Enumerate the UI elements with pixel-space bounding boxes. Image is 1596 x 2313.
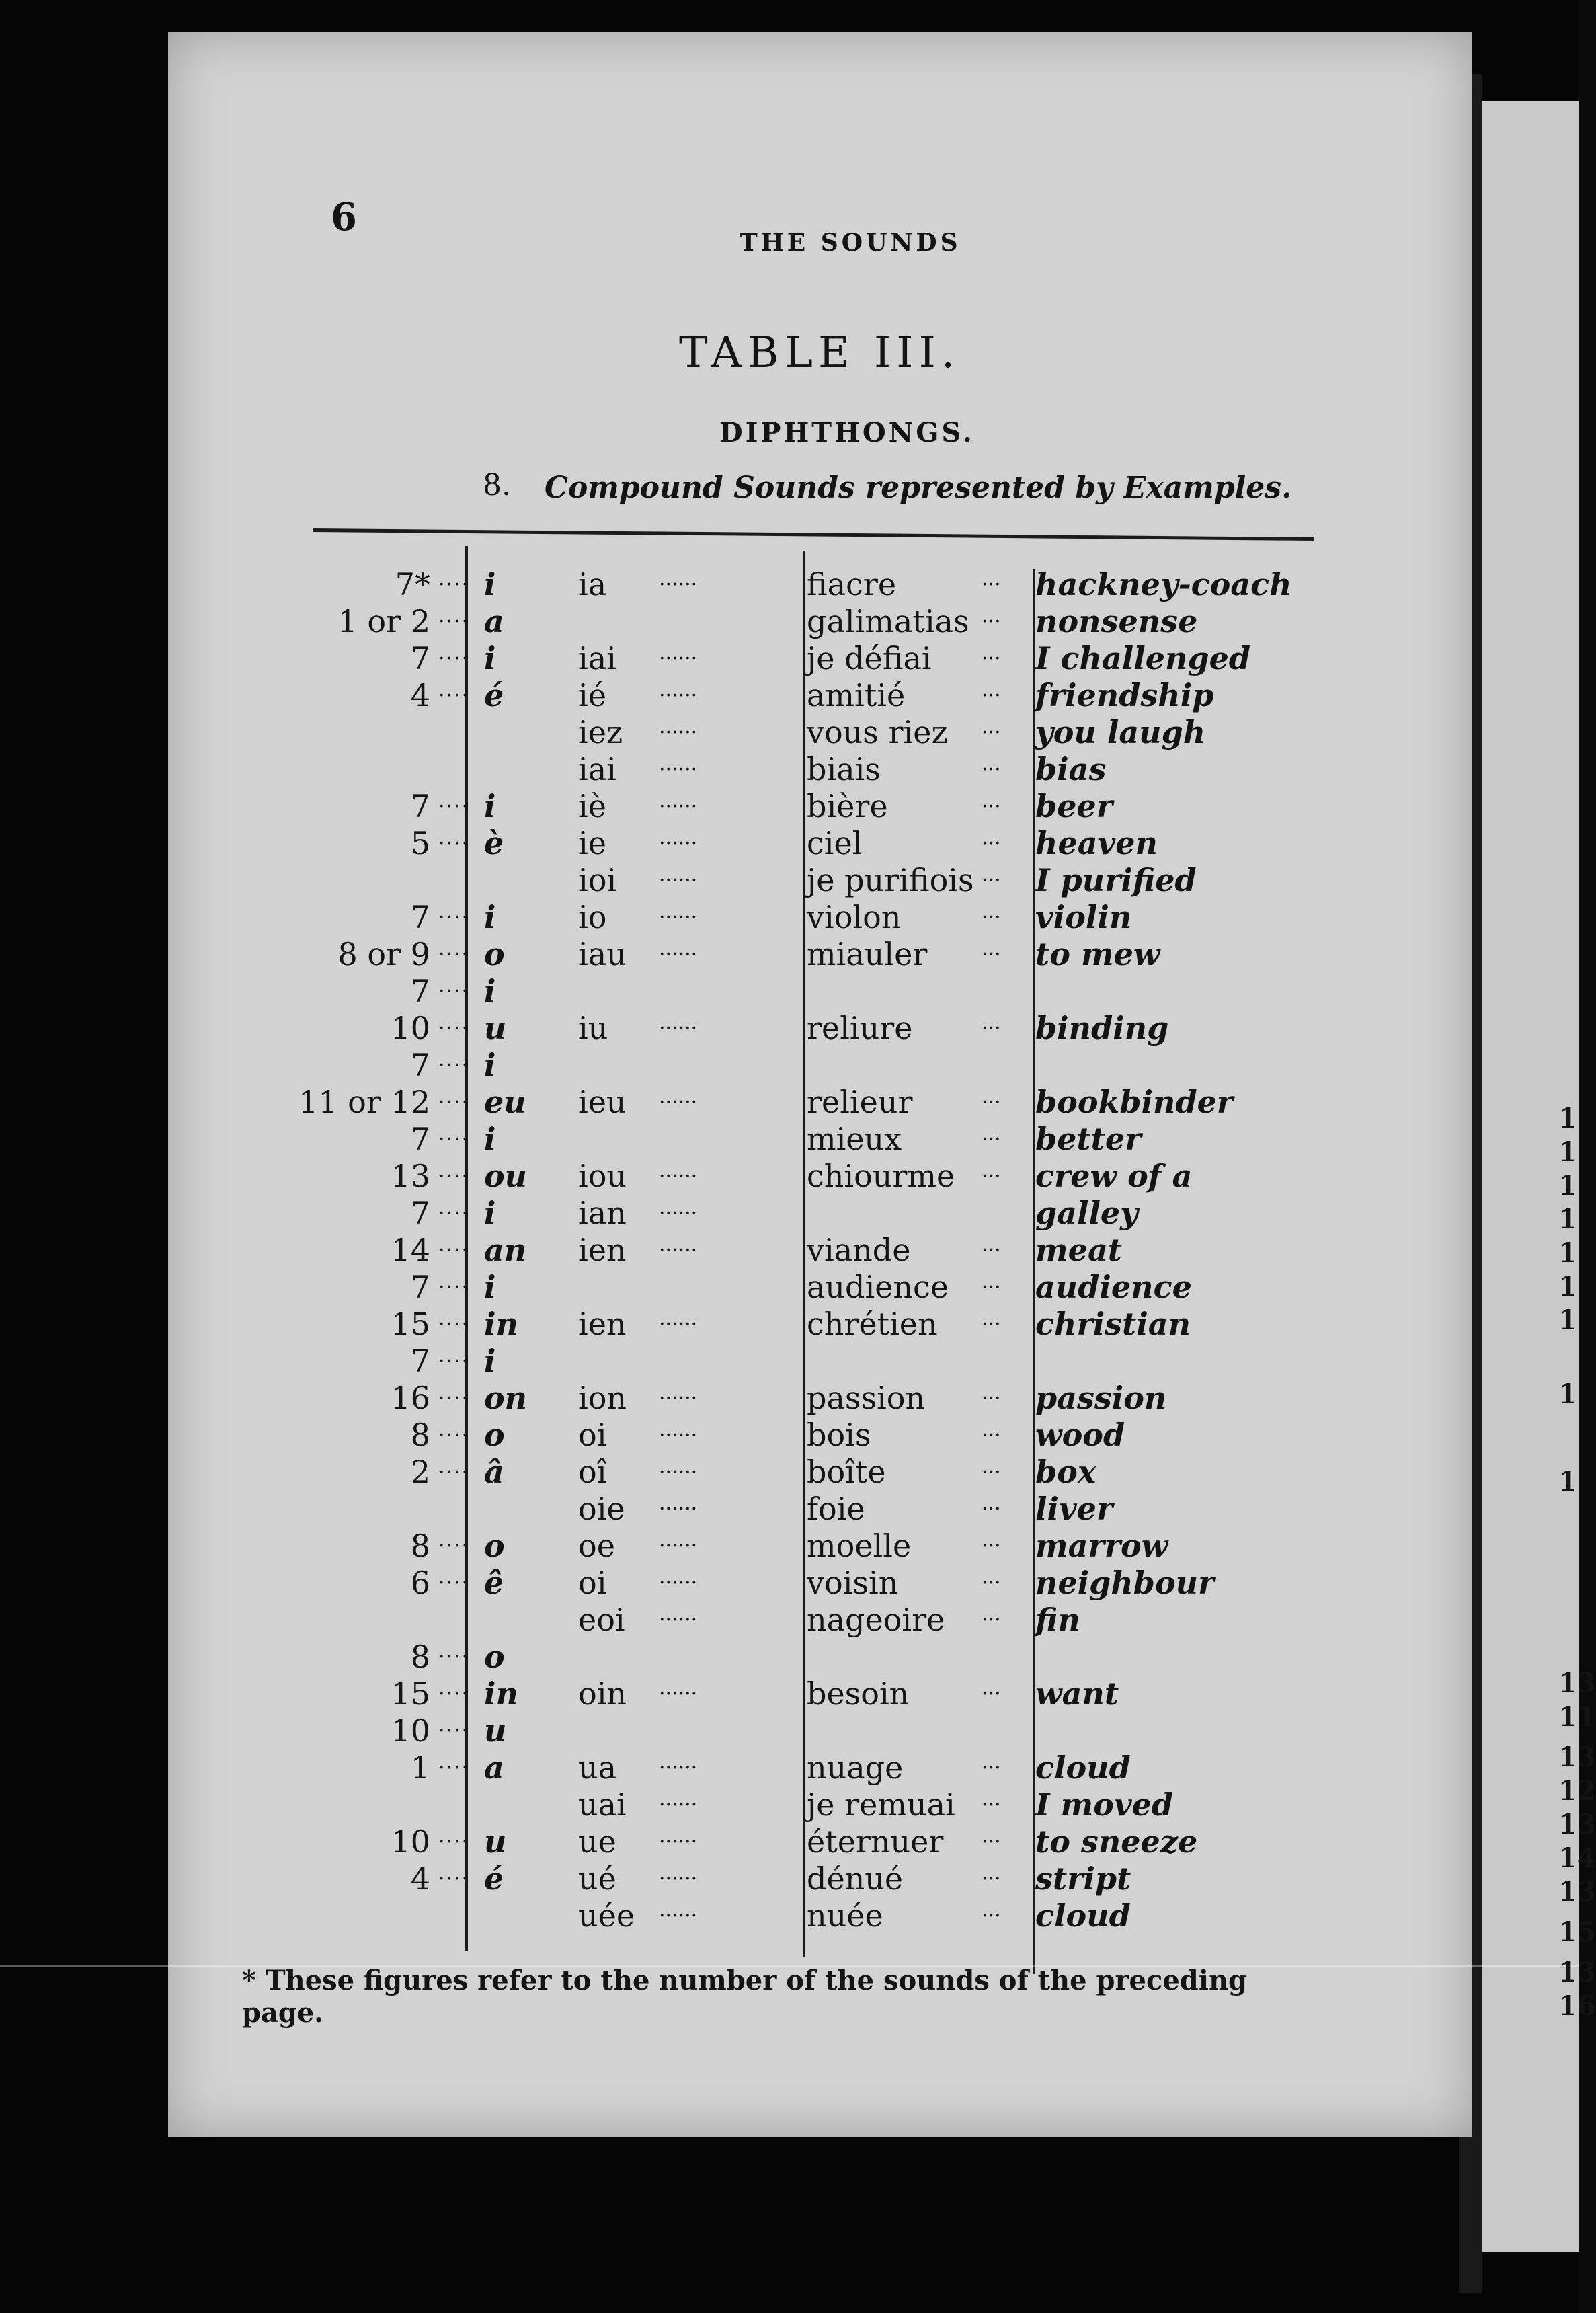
french-example: je purifiois bbox=[807, 862, 974, 898]
sound-number: 10 bbox=[391, 1824, 430, 1860]
facing-page-number: 1 bbox=[1558, 1170, 1577, 1202]
diphthong: ieu bbox=[578, 1084, 627, 1120]
facing-page-number: 13 bbox=[1558, 1809, 1596, 1840]
vowel-letter: u bbox=[484, 1713, 507, 1749]
leader-dots: ······ bbox=[659, 1830, 698, 1854]
leader-dots: ··· bbox=[982, 1460, 1001, 1484]
english-meaning: binding bbox=[1035, 1010, 1169, 1046]
leader-dots: ··· bbox=[982, 647, 1001, 670]
leader-dots: ······ bbox=[659, 573, 698, 596]
vowel-letter: o bbox=[484, 936, 505, 972]
facing-page-number: 1 bbox=[1558, 1304, 1577, 1336]
leader-dots: ··· bbox=[982, 1682, 1001, 1706]
sound-number: 5 bbox=[410, 825, 430, 861]
leader-dots: ······ bbox=[659, 943, 698, 966]
english-meaning: bias bbox=[1035, 751, 1107, 787]
leader-dots: ···· bbox=[438, 1571, 470, 1595]
diphthong: uée bbox=[578, 1897, 635, 1934]
leader-dots: ···· bbox=[438, 1534, 470, 1558]
sound-number: 8 or 9 bbox=[337, 936, 430, 972]
sound-number: 13 bbox=[391, 1158, 430, 1194]
french-example: reliure bbox=[807, 1010, 913, 1046]
english-meaning: friendship bbox=[1035, 677, 1214, 713]
french-example: voisin bbox=[807, 1565, 899, 1601]
section-number: 8. bbox=[483, 468, 511, 502]
diphthong: oî bbox=[578, 1454, 607, 1490]
leader-dots: ···· bbox=[438, 980, 470, 1003]
diphthong: oi bbox=[578, 1417, 607, 1453]
leader-dots: ······ bbox=[659, 684, 698, 707]
leader-dots: ······ bbox=[659, 1867, 698, 1891]
leader-dots: ······ bbox=[659, 1682, 698, 1706]
facing-page-number: 13 bbox=[1558, 1876, 1596, 1908]
leader-dots: ··· bbox=[982, 1386, 1001, 1410]
leader-dots: ··· bbox=[982, 1608, 1001, 1632]
leader-dots: ···· bbox=[438, 1645, 470, 1669]
diphthong: iai bbox=[578, 751, 616, 787]
french-example: nuée bbox=[807, 1897, 883, 1934]
diphthong: ien bbox=[578, 1232, 627, 1268]
french-example: nuage bbox=[807, 1750, 904, 1786]
french-example: biais bbox=[807, 751, 881, 787]
vowel-letter: i bbox=[484, 788, 496, 824]
diphthong: iu bbox=[578, 1010, 608, 1046]
french-example: je défiai bbox=[807, 640, 932, 676]
footnote-continuation: page. bbox=[242, 1997, 324, 2029]
facing-page-number: 14 bbox=[1558, 1842, 1596, 1874]
sound-number: 4 bbox=[410, 1860, 430, 1897]
leader-dots: ···· bbox=[438, 832, 470, 855]
vowel-letter: é bbox=[484, 1860, 504, 1897]
english-meaning: stript bbox=[1035, 1860, 1131, 1897]
diphthong: oi bbox=[578, 1565, 607, 1601]
vowel-letter: â bbox=[484, 1454, 504, 1490]
vowel-letter: eu bbox=[484, 1084, 526, 1120]
french-example: passion bbox=[807, 1380, 926, 1416]
english-meaning: beer bbox=[1035, 788, 1113, 824]
diphthong: oe bbox=[578, 1528, 615, 1564]
english-meaning: bookbinder bbox=[1035, 1084, 1234, 1120]
leader-dots: ······ bbox=[659, 1497, 698, 1521]
column-divider bbox=[803, 551, 805, 1957]
vowel-letter: i bbox=[484, 1121, 496, 1157]
leader-dots: ···· bbox=[438, 1682, 470, 1706]
vowel-letter: i bbox=[484, 1343, 496, 1379]
vowel-letter: i bbox=[484, 1269, 496, 1305]
leader-dots: ··· bbox=[982, 721, 1001, 744]
leader-dots: ······ bbox=[659, 1017, 698, 1040]
leader-dots: ······ bbox=[659, 721, 698, 744]
sound-number: 10 bbox=[391, 1713, 430, 1749]
leader-dots: ···· bbox=[438, 1423, 470, 1447]
sound-number: 15 bbox=[391, 1676, 430, 1712]
french-example: boîte bbox=[807, 1454, 886, 1490]
sound-number: 4 bbox=[410, 677, 430, 713]
sound-number: 16 bbox=[391, 1380, 430, 1416]
diphthong: ué bbox=[578, 1860, 616, 1897]
leader-dots: ······ bbox=[659, 1386, 698, 1410]
table-title: TABLE III. bbox=[679, 328, 961, 378]
diphthong: ue bbox=[578, 1824, 616, 1860]
english-meaning: neighbour bbox=[1035, 1565, 1215, 1601]
diphthong: ua bbox=[578, 1750, 617, 1786]
vowel-letter: an bbox=[484, 1232, 527, 1268]
vowel-letter: i bbox=[484, 973, 496, 1009]
english-meaning: I challenged bbox=[1035, 640, 1251, 676]
leader-dots: ···· bbox=[438, 1830, 470, 1854]
vowel-letter: in bbox=[484, 1306, 518, 1342]
sound-number: 8 bbox=[410, 1639, 430, 1675]
english-meaning: you laugh bbox=[1035, 714, 1206, 750]
leader-dots: ······ bbox=[659, 647, 698, 670]
leader-dots: ··· bbox=[982, 758, 1001, 781]
sound-number: 7* bbox=[395, 566, 430, 602]
french-example: bois bbox=[807, 1417, 871, 1453]
leader-dots: ···· bbox=[438, 1091, 470, 1114]
vowel-letter: i bbox=[484, 1195, 496, 1231]
leader-dots: ··· bbox=[982, 1534, 1001, 1558]
leader-dots: ··· bbox=[982, 869, 1001, 892]
leader-dots: ······ bbox=[659, 1608, 698, 1632]
leader-dots: ··· bbox=[982, 610, 1001, 633]
leader-dots: ···· bbox=[438, 795, 470, 818]
leader-dots: ···· bbox=[438, 573, 470, 596]
french-example: amitié bbox=[807, 677, 906, 713]
leader-dots: ······ bbox=[659, 1239, 698, 1262]
english-meaning: box bbox=[1035, 1454, 1096, 1490]
french-example: mieux bbox=[807, 1121, 902, 1157]
french-example: moelle bbox=[807, 1528, 912, 1564]
vowel-letter: i bbox=[484, 640, 496, 676]
sound-number: 7 bbox=[410, 1343, 430, 1379]
vowel-letter: ou bbox=[484, 1158, 528, 1194]
diphthong: eoi bbox=[578, 1602, 625, 1638]
leader-dots: ··· bbox=[982, 1091, 1001, 1114]
english-meaning: passion bbox=[1035, 1380, 1167, 1416]
vowel-letter: in bbox=[484, 1676, 518, 1712]
leader-dots: ······ bbox=[659, 869, 698, 892]
leader-dots: ··· bbox=[982, 1165, 1001, 1188]
diphthong: iai bbox=[578, 640, 616, 676]
leader-dots: ··· bbox=[982, 1830, 1001, 1854]
section-heading: Compound Sounds represented by Examples. bbox=[545, 471, 1292, 505]
sound-number: 8 bbox=[410, 1417, 430, 1453]
leader-dots: ···· bbox=[438, 1054, 470, 1077]
english-meaning: wood bbox=[1035, 1417, 1125, 1453]
english-meaning: audience bbox=[1035, 1269, 1192, 1305]
english-meaning: nonsense bbox=[1035, 603, 1198, 639]
leader-dots: ··· bbox=[982, 573, 1001, 596]
english-meaning: galley bbox=[1035, 1195, 1138, 1231]
french-example: dénué bbox=[807, 1860, 904, 1897]
english-meaning: better bbox=[1035, 1121, 1142, 1157]
french-example: violon bbox=[807, 899, 902, 935]
sound-number: 7 bbox=[410, 1047, 430, 1083]
vowel-letter: i bbox=[484, 899, 496, 935]
diphthong: ion bbox=[578, 1380, 627, 1416]
leader-dots: ···· bbox=[438, 1349, 470, 1373]
sound-number: 7 bbox=[410, 1195, 430, 1231]
diphthong: ien bbox=[578, 1306, 627, 1342]
diphthong: iou bbox=[578, 1158, 627, 1194]
leader-dots: ······ bbox=[659, 832, 698, 855]
english-meaning: to mew bbox=[1035, 936, 1160, 972]
sound-number: 8 bbox=[410, 1528, 430, 1564]
leader-dots: ···· bbox=[438, 1386, 470, 1410]
facing-page-number: 16 bbox=[1558, 1990, 1596, 2022]
vowel-letter: i bbox=[484, 1047, 496, 1083]
leader-dots: ··· bbox=[982, 684, 1001, 707]
leader-dots: ··· bbox=[982, 1128, 1001, 1151]
diphthong: ian bbox=[578, 1195, 627, 1231]
leader-dots: ··· bbox=[982, 1756, 1001, 1780]
diphthong: io bbox=[578, 899, 607, 935]
leader-dots: ···· bbox=[438, 943, 470, 966]
leader-dots: ···· bbox=[438, 610, 470, 633]
english-meaning: christian bbox=[1035, 1306, 1191, 1342]
french-example: besoin bbox=[807, 1676, 910, 1712]
diphthong: ia bbox=[578, 566, 607, 602]
diphthong: ioi bbox=[578, 862, 617, 898]
leader-dots: ······ bbox=[659, 758, 698, 781]
sound-number: 1 or 2 bbox=[337, 603, 430, 639]
facing-page-number: 1 bbox=[1558, 1136, 1577, 1168]
leader-dots: ···· bbox=[438, 906, 470, 929]
english-meaning: to sneeze bbox=[1035, 1824, 1198, 1860]
english-meaning: marrow bbox=[1035, 1528, 1168, 1564]
english-meaning: I moved bbox=[1035, 1787, 1174, 1823]
vowel-letter: a bbox=[484, 603, 504, 639]
leader-dots: ···· bbox=[438, 1719, 470, 1743]
leader-dots: ··· bbox=[982, 1017, 1001, 1040]
leader-dots: ··· bbox=[982, 1867, 1001, 1891]
leader-dots: ···· bbox=[438, 1017, 470, 1040]
french-example: foie bbox=[807, 1491, 865, 1527]
facing-page-number: 13 bbox=[1558, 1668, 1596, 1699]
leader-dots: ···· bbox=[438, 1276, 470, 1299]
facing-page-number: 13 bbox=[1558, 1957, 1596, 1988]
sound-number: 2 bbox=[410, 1454, 430, 1490]
french-example: bière bbox=[807, 788, 888, 824]
leader-dots: ··· bbox=[982, 1793, 1001, 1817]
facing-page-number: 1 bbox=[1558, 1237, 1577, 1269]
leader-dots: ··· bbox=[982, 943, 1001, 966]
french-example: chrétien bbox=[807, 1306, 938, 1342]
diphthong: iè bbox=[578, 788, 606, 824]
leader-dots: ···· bbox=[438, 684, 470, 707]
leader-dots: ··· bbox=[982, 1423, 1001, 1447]
leader-dots: ······ bbox=[659, 1202, 698, 1225]
leader-dots: ··· bbox=[982, 1312, 1001, 1336]
english-meaning: heaven bbox=[1035, 825, 1158, 861]
vowel-letter: a bbox=[484, 1750, 504, 1786]
leader-dots: ··· bbox=[982, 1239, 1001, 1262]
sound-number: 7 bbox=[410, 1121, 430, 1157]
facing-page-number: 12 bbox=[1558, 1775, 1596, 1807]
english-meaning: fin bbox=[1035, 1602, 1080, 1638]
english-meaning: violin bbox=[1035, 899, 1132, 935]
facing-page-number: 1 bbox=[1558, 1378, 1577, 1410]
facing-page-number: 1 bbox=[1558, 1204, 1577, 1235]
english-meaning: meat bbox=[1035, 1232, 1122, 1268]
leader-dots: ··· bbox=[982, 906, 1001, 929]
leader-dots: ···· bbox=[438, 1756, 470, 1780]
facing-page-number: 1 bbox=[1558, 1103, 1577, 1134]
facing-page-number: 1 bbox=[1558, 1271, 1577, 1302]
vowel-letter: ê bbox=[484, 1565, 504, 1601]
leader-dots: ······ bbox=[659, 1091, 698, 1114]
french-example: vous riez bbox=[807, 714, 948, 750]
leader-dots: ···· bbox=[438, 1165, 470, 1188]
french-example: galimatias bbox=[807, 603, 969, 639]
diphthong: oin bbox=[578, 1676, 627, 1712]
sound-number: 7 bbox=[410, 788, 430, 824]
sound-number: 6 bbox=[410, 1565, 430, 1601]
leader-dots: ······ bbox=[659, 1571, 698, 1595]
leader-dots: ··· bbox=[982, 1276, 1001, 1299]
leader-dots: ······ bbox=[659, 1793, 698, 1817]
leader-dots: ···· bbox=[438, 1460, 470, 1484]
english-meaning: cloud bbox=[1035, 1750, 1131, 1786]
footnote: * These figures refer to the number of the sounds of the preceding bbox=[242, 1965, 1248, 1996]
page-number: 6 bbox=[331, 195, 357, 239]
leader-dots: ······ bbox=[659, 795, 698, 818]
sound-number: 7 bbox=[410, 1269, 430, 1305]
leader-dots: ······ bbox=[659, 1312, 698, 1336]
leader-dots: ···· bbox=[438, 1239, 470, 1262]
vowel-letter: o bbox=[484, 1639, 505, 1675]
diphthong: oie bbox=[578, 1491, 625, 1527]
leader-dots: ···· bbox=[438, 1202, 470, 1225]
vowel-letter: u bbox=[484, 1824, 507, 1860]
diphthong: iau bbox=[578, 936, 627, 972]
facing-page-number: 15 bbox=[1558, 1916, 1596, 1948]
leader-dots: ··· bbox=[982, 832, 1001, 855]
leader-dots: ······ bbox=[659, 1423, 698, 1447]
vowel-letter: é bbox=[484, 677, 504, 713]
french-example: je remuai bbox=[807, 1787, 955, 1823]
english-meaning: crew of a bbox=[1035, 1158, 1193, 1194]
diphthong: iez bbox=[578, 714, 623, 750]
vowel-letter: i bbox=[484, 566, 496, 602]
vowel-letter: u bbox=[484, 1010, 507, 1046]
facing-page-number: 11 bbox=[1558, 1701, 1596, 1733]
diphthong: ie bbox=[578, 825, 606, 861]
leader-dots: ······ bbox=[659, 1756, 698, 1780]
english-meaning: cloud bbox=[1035, 1897, 1131, 1934]
leader-dots: ···· bbox=[438, 1128, 470, 1151]
table-subtitle: DIPHTHONGS. bbox=[719, 417, 975, 448]
french-example: fiacre bbox=[807, 566, 897, 602]
english-meaning: I purified bbox=[1035, 862, 1197, 898]
leader-dots: ······ bbox=[659, 1904, 698, 1928]
vowel-letter: o bbox=[484, 1417, 505, 1453]
running-head: THE SOUNDS bbox=[740, 229, 961, 257]
english-meaning: hackney-coach bbox=[1035, 566, 1292, 602]
leader-dots: ······ bbox=[659, 906, 698, 929]
leader-dots: ···· bbox=[438, 1312, 470, 1336]
vowel-letter: on bbox=[484, 1380, 528, 1416]
facing-page-number: 13 bbox=[1558, 1741, 1596, 1773]
sound-number: 7 bbox=[410, 640, 430, 676]
leader-dots: ··· bbox=[982, 1571, 1001, 1595]
leader-dots: ···· bbox=[438, 647, 470, 670]
diphthong: uai bbox=[578, 1787, 627, 1823]
sound-number: 14 bbox=[391, 1232, 430, 1268]
sound-number: 11 or 12 bbox=[298, 1084, 430, 1120]
french-example: relieur bbox=[807, 1084, 913, 1120]
french-example: éternuer bbox=[807, 1824, 944, 1860]
leader-dots: ······ bbox=[659, 1165, 698, 1188]
leader-dots: ··· bbox=[982, 795, 1001, 818]
leader-dots: ······ bbox=[659, 1460, 698, 1484]
sound-number: 15 bbox=[391, 1306, 430, 1342]
sound-number: 7 bbox=[410, 899, 430, 935]
sound-number: 1 bbox=[410, 1750, 430, 1786]
leader-dots: ··· bbox=[982, 1904, 1001, 1928]
leader-dots: ··· bbox=[982, 1497, 1001, 1521]
leader-dots: ······ bbox=[659, 1534, 698, 1558]
leader-dots: ···· bbox=[438, 1867, 470, 1891]
facing-page-number: 1 bbox=[1558, 1466, 1577, 1497]
sound-number: 7 bbox=[410, 973, 430, 1009]
french-example: viande bbox=[807, 1232, 911, 1268]
sound-number: 10 bbox=[391, 1010, 430, 1046]
vowel-letter: o bbox=[484, 1528, 505, 1564]
french-example: ciel bbox=[807, 825, 863, 861]
english-meaning: liver bbox=[1035, 1491, 1113, 1527]
french-example: chiourme bbox=[807, 1158, 955, 1194]
english-meaning: want bbox=[1035, 1676, 1119, 1712]
french-example: audience bbox=[807, 1269, 949, 1305]
vowel-letter: è bbox=[484, 825, 504, 861]
french-example: nageoire bbox=[807, 1602, 945, 1638]
french-example: miauler bbox=[807, 936, 928, 972]
diphthong: ié bbox=[578, 677, 606, 713]
